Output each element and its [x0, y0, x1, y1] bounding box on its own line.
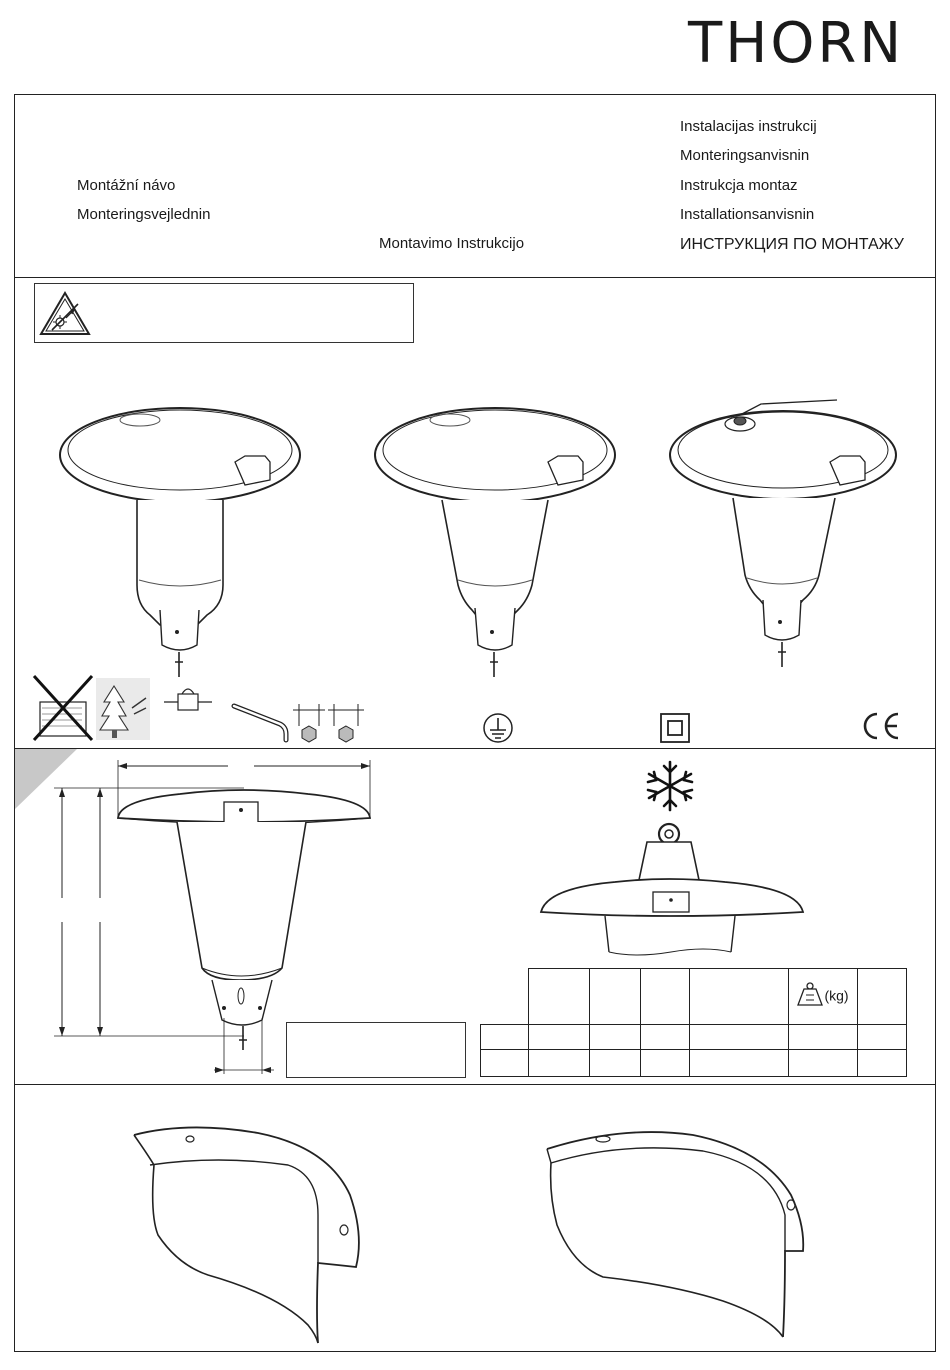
earth-ground-icon: [482, 712, 514, 744]
title-norwegian: Monteringsanvisnin: [680, 147, 810, 164]
spec-table: [480, 968, 907, 1077]
lantern-drawing-3: [665, 390, 935, 680]
socket-size-icon-1: [293, 704, 325, 744]
outdoor-tree-icon: [96, 678, 150, 740]
snowflake-icon: [642, 760, 698, 812]
lantern-drawing-1: [55, 400, 315, 685]
divider-dimensions: [14, 1084, 936, 1085]
class-ii-double-insulation-icon: [660, 713, 690, 743]
lantern-drawing-2: [370, 400, 630, 685]
title-russian: ИНСТРУКЦИЯ ПО МОНТАЖУ: [680, 236, 904, 253]
table-row: [481, 1025, 907, 1050]
title-swedish: Installationsanvisnin: [680, 206, 815, 223]
hex-key-icon: [230, 700, 292, 744]
title-danish: Monteringsvejlednin: [77, 206, 211, 223]
title-czech: Montážní návo: [77, 177, 176, 194]
dimension-note-box: [286, 1022, 466, 1078]
shield-drawing-left: [128, 1125, 368, 1350]
shield-drawing-right: [543, 1125, 813, 1355]
load-test-drawing: [535, 820, 810, 965]
thorn-logo: THORN: [688, 11, 905, 76]
socket-size-icon-2: [328, 704, 364, 744]
ce-mark-icon: [858, 710, 902, 742]
title-polish: Instrukcja montaz: [680, 177, 798, 194]
divider-header: [14, 277, 936, 278]
title-lithuanian: Montavimo Instrukcijo: [379, 235, 525, 252]
table-row: [481, 1050, 907, 1077]
laser-warning-icon: [38, 290, 92, 338]
divider-products: [14, 748, 936, 749]
nut-size-icon: [162, 684, 214, 714]
weight-icon: [796, 981, 824, 1012]
title-latvian: Instalacijas instrukcij: [680, 118, 817, 135]
no-insulation-contact-icon: [30, 672, 96, 744]
weight-unit-label: (kg): [824, 987, 849, 1004]
